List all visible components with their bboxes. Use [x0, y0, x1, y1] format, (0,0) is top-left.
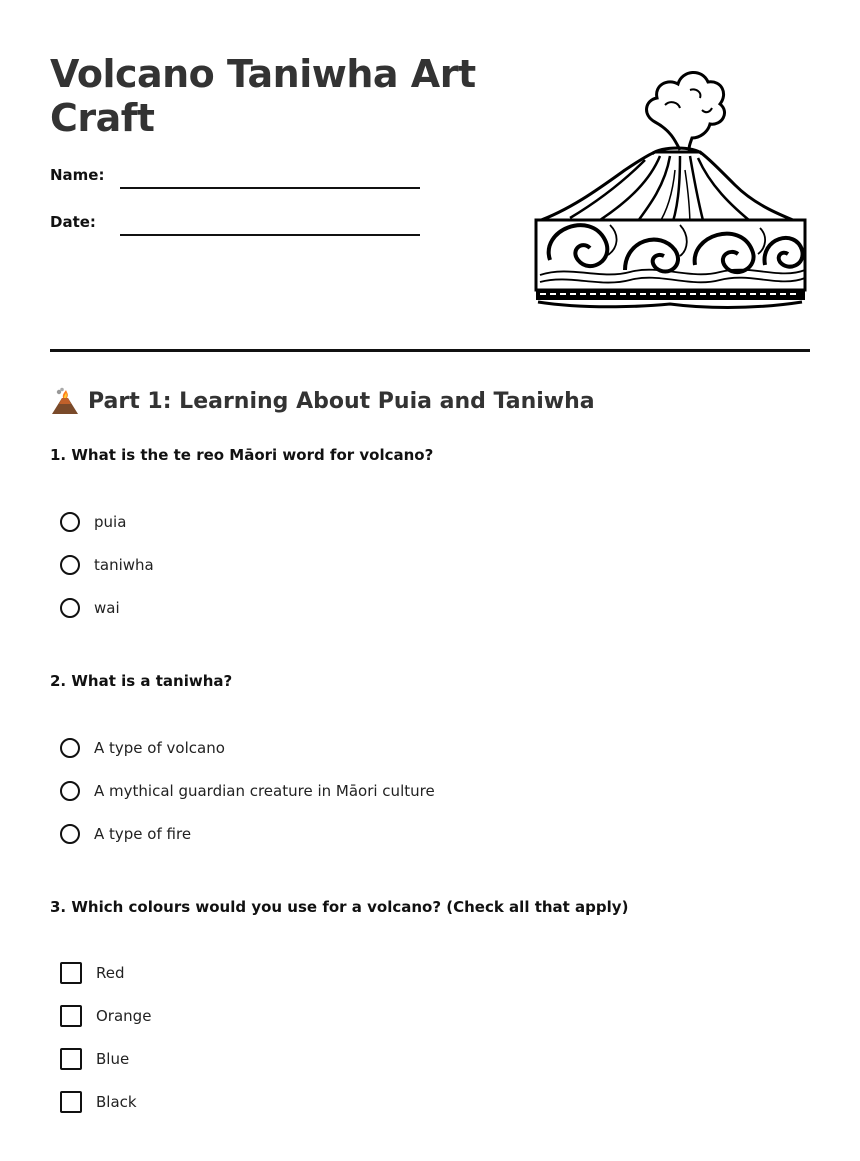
option-red[interactable] [60, 962, 125, 984]
question-3: 3. Which colours would you use for a volcano? (Check all that apply) [50, 898, 629, 916]
radio-button[interactable] [60, 824, 80, 844]
option-label: puia [94, 513, 127, 531]
question-2: 2. What is a taniwha? [50, 672, 233, 690]
date-label: Date: [50, 213, 96, 231]
option-label: wai [94, 599, 120, 617]
option-label: Red [96, 964, 125, 982]
radio-button[interactable] [60, 738, 80, 758]
name-field[interactable] [120, 187, 420, 189]
volcano-taniwha-illustration [530, 60, 810, 312]
option-wai[interactable] [60, 598, 120, 618]
radio-button[interactable] [60, 598, 80, 618]
page-title: Volcano Taniwha Art Craft [50, 52, 476, 140]
option-taniwha[interactable] [60, 555, 154, 575]
radio-button[interactable] [60, 781, 80, 801]
option-label: A mythical guardian creature in Māori culture [94, 782, 435, 800]
date-field[interactable] [120, 234, 420, 236]
checkbox[interactable] [60, 1005, 82, 1027]
radio-button[interactable] [60, 512, 80, 532]
option-type-of-volcano[interactable] [60, 738, 225, 758]
option-label: A type of fire [94, 825, 192, 843]
section-heading-part-1 [50, 386, 595, 416]
checkbox[interactable] [60, 1048, 82, 1070]
option-black[interactable] [60, 1091, 137, 1113]
option-label: A type of volcano [94, 739, 225, 757]
option-type-of-fire[interactable] [60, 824, 191, 844]
option-label: Black [96, 1093, 137, 1111]
checkbox[interactable] [60, 1091, 82, 1113]
radio-button[interactable] [60, 555, 80, 575]
option-orange[interactable] [60, 1005, 151, 1027]
option-mythical-guardian[interactable] [60, 781, 435, 801]
option-label: taniwha [94, 556, 154, 574]
option-label: Orange [96, 1007, 152, 1025]
question-1: 1. What is the te reo Māori word for volcano? [50, 446, 434, 464]
volcano-icon [50, 386, 80, 416]
section-divider [50, 349, 810, 352]
checkbox[interactable] [60, 962, 82, 984]
option-puia[interactable] [60, 512, 126, 532]
section-heading-text: Part 1: Learning About Puia and Taniwha [88, 388, 595, 414]
name-label: Name: [50, 166, 105, 184]
option-label: Blue [96, 1050, 130, 1068]
option-blue[interactable] [60, 1048, 129, 1070]
